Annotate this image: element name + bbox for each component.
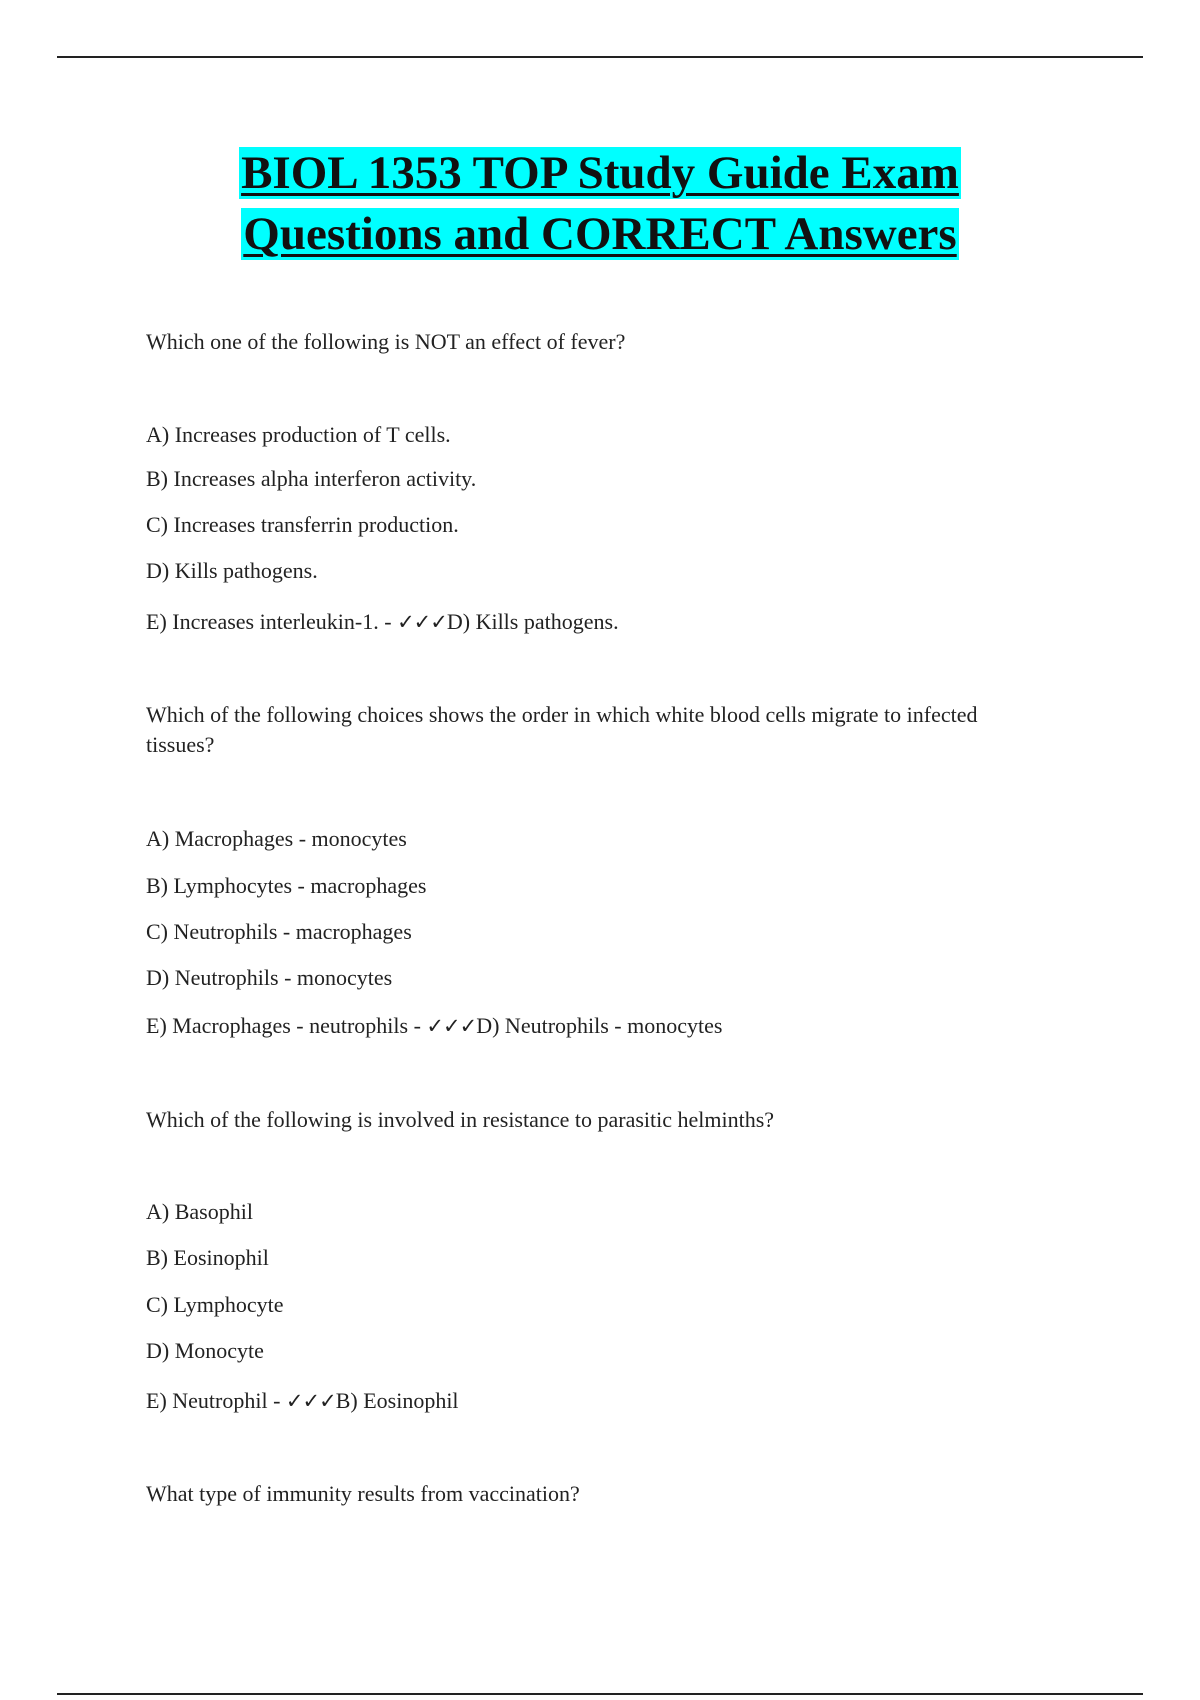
question-1-option-e: E) Increases interleukin-1. - [146, 609, 398, 634]
question-3-answer: B) Eosinophil [335, 1388, 459, 1413]
question-1-text: Which one of the following is NOT an effect of fever? [146, 329, 626, 354]
question-1-option-e-answer [146, 607, 619, 637]
footer-rule [57, 1693, 1143, 1695]
question-1-answer: D) Kills pathogens. [446, 609, 619, 634]
question-3-option-e-answer [146, 1386, 459, 1416]
check-marks-icon: ✓✓✓ [285, 1389, 336, 1413]
question-2-option-c: C) Neutrophils - macrophages [146, 919, 412, 944]
question-2-option-e-answer [146, 1011, 722, 1041]
question-3-option-b: B) Eosinophil [146, 1245, 269, 1270]
question-3-option-d: D) Monocyte [146, 1338, 264, 1363]
question-2-answer: D) Neutrophils - monocytes [476, 1013, 723, 1038]
title-line-2: Questions and CORRECT Answers [243, 208, 957, 260]
header-rule [57, 56, 1143, 58]
title-line-1: BIOL 1353 TOP Study Guide Exam [241, 147, 959, 199]
question-1-option-c: C) Increases transferrin production. [146, 512, 459, 537]
question-1-option-d: D) Kills pathogens. [146, 558, 318, 583]
question-3-option-c: C) Lymphocyte [146, 1292, 284, 1317]
check-marks-icon: ✓✓✓ [397, 610, 447, 634]
question-3-text: Which of the following is involved in resistance to parasitic helminths? [146, 1107, 775, 1132]
check-marks-icon: ✓✓✓ [426, 1014, 477, 1038]
document-title [0, 143, 1200, 265]
question-1-option-b: B) Increases alpha interferon activity. [146, 466, 477, 491]
question-4-text: What type of immunity results from vaccination? [146, 1481, 580, 1506]
question-2-text: Which of the following choices shows the order in which white blood cells migrate to infected tissues? [146, 702, 978, 757]
question-2-option-d: D) Neutrophils - monocytes [146, 965, 393, 990]
question-3-option-e: E) Neutrophil - [146, 1388, 286, 1413]
question-2-option-a: A) Macrophages - monocytes [146, 826, 407, 851]
question-2-option-e: E) Macrophages - neutrophils - [146, 1013, 427, 1038]
question-2-option-b: B) Lymphocytes - macrophages [146, 873, 427, 898]
question-1-option-a: A) Increases production of T cells. [146, 422, 451, 447]
question-3-option-a: A) Basophil [146, 1199, 253, 1224]
